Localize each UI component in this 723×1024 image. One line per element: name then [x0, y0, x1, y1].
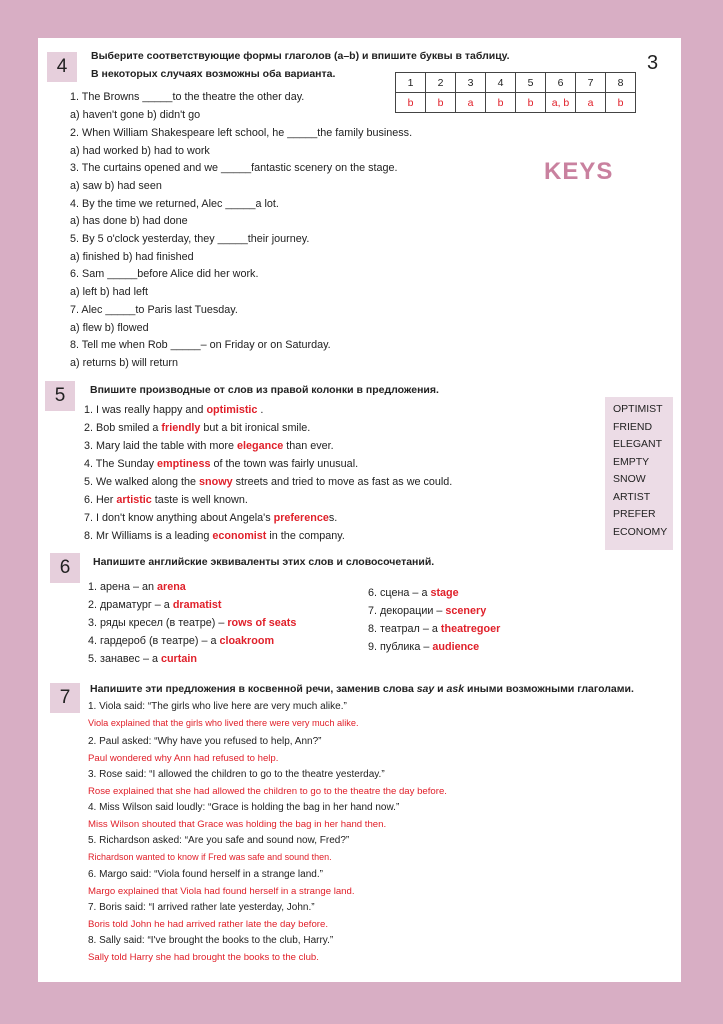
- ex5-item-text: 1. I was really happy and: [84, 404, 207, 416]
- ex7-question: 7. Boris said: “I arrived rather late yesterday, John.”: [88, 902, 315, 913]
- exercise-4-number: 4: [47, 52, 77, 82]
- exercise-4-header-line2: В некоторых случаях возможны оба варианта.: [91, 68, 336, 80]
- ex7-question: 4. Miss Wilson said loudly: “Grace is holding the bag in her hand now.”: [88, 802, 400, 813]
- ex5-answer: friendly: [161, 422, 201, 434]
- ex5-item-text: but a bit ironical smile.: [200, 422, 311, 434]
- word-bank-item: ELEGANT: [613, 438, 663, 450]
- ex5-item: [84, 530, 345, 542]
- ex5-item: [84, 458, 358, 470]
- ex4-line: a) haven't gone b) didn't go: [70, 109, 201, 121]
- answer-table-head-cell: 1: [396, 73, 426, 93]
- ex7-header-ask: ask: [446, 683, 465, 695]
- word-bank-item: FRIEND: [613, 421, 653, 433]
- ex7-answer: Paul wondered why Ann had refused to help.: [88, 753, 279, 764]
- answer-table-head-cell: 5: [516, 73, 546, 93]
- word-bank-item: PREFER: [613, 508, 656, 520]
- ex7-header-text: и: [434, 683, 447, 695]
- ex7-header-text: иными возможными глаголами.: [464, 683, 634, 695]
- ex6-item-text: 1. арена – an: [88, 581, 157, 593]
- ex5-item-text: 5. We walked along the: [84, 476, 200, 488]
- ex5-item-text: 4. The Sunday: [84, 458, 158, 470]
- word-bank-item: SNOW: [613, 473, 646, 485]
- ex4-line: 1. The Browns _____to the theatre the other day.: [70, 91, 305, 103]
- answer-table-head-cell: 8: [606, 73, 636, 93]
- ex5-answer: artistic: [116, 494, 152, 506]
- ex5-item-text: of the town was fairly unusual.: [210, 458, 359, 470]
- answer-table-head-cell: 2: [426, 73, 456, 93]
- ex5-item-text: 6. Her: [84, 494, 117, 506]
- ex4-line: a) finished b) had finished: [70, 251, 194, 263]
- ex4-line: 3. The curtains opened and we _____fantastic scenery on the stage.: [70, 162, 398, 174]
- ex5-item-text: 2. Bob smiled a: [84, 422, 162, 434]
- ex4-line: a) has done b) had done: [70, 215, 188, 227]
- ex4-line: 5. By 5 o'clock yesterday, they _____their journey.: [70, 233, 310, 245]
- exercise-5-header: Впишите производные от слов из правой колонки в предложения.: [90, 384, 439, 396]
- word-bank-item: ECONOMY: [613, 526, 668, 538]
- answer-table-answer-cell: a, b: [546, 93, 576, 113]
- answer-table-answer-cell: b: [516, 93, 546, 113]
- ex6-answer: audience: [432, 641, 480, 653]
- answer-table-answer-cell: a: [576, 93, 606, 113]
- ex5-answer: emptiness: [157, 458, 211, 470]
- ex6-answer: rows of seats: [227, 617, 297, 629]
- ex5-answer: economist: [212, 530, 267, 542]
- ex6-answer: scenery: [445, 605, 487, 617]
- ex6-item-text: 9. публика –: [368, 641, 433, 653]
- ex5-item: [84, 440, 334, 452]
- ex6-answer: cloakroom: [219, 635, 275, 647]
- exercise-6-header: Напишите английские эквиваленты этих слов и словосочетаний.: [93, 556, 435, 568]
- ex7-header-say: say: [416, 683, 435, 695]
- ex5-answer: preference: [273, 512, 329, 524]
- ex6-item-text: 4. гардероб (в театре) – a: [88, 635, 220, 647]
- answer-table: [395, 72, 636, 113]
- ex5-item-text: streets and tried to move as fast as we could.: [232, 476, 453, 488]
- ex6-left-item: [88, 653, 197, 665]
- word-bank-item: ARTIST: [613, 491, 651, 503]
- ex5-item-text: taste is well known.: [151, 494, 248, 506]
- ex6-answer: dramatist: [172, 599, 222, 611]
- ex6-item-text: 2. драматург – a: [88, 599, 173, 611]
- answer-table-answer-cell: a: [456, 93, 486, 113]
- exercise-5-number: 5: [45, 381, 75, 411]
- ex6-item-text: 8. театрал – a: [368, 623, 441, 635]
- page-number: 3: [647, 52, 659, 74]
- word-bank: [605, 397, 673, 550]
- ex7-question: 3. Rose said: “I allowed the children to go to the theatre yesterday.”: [88, 769, 385, 780]
- ex6-item-text: 3. ряды кресел (в театре) –: [88, 617, 228, 629]
- ex7-question: 1. Viola said: “The girls who live here are very much alike.”: [88, 701, 347, 712]
- answer-table-answer-cell: b: [486, 93, 516, 113]
- ex6-left-item: [88, 581, 186, 593]
- ex6-right-item: [368, 587, 459, 599]
- ex6-answer: arena: [157, 581, 186, 593]
- ex6-answer: theatregoer: [440, 623, 501, 635]
- ex4-line: a) had worked b) had to work: [70, 145, 210, 157]
- ex6-answer: curtain: [160, 653, 197, 665]
- ex7-question: 2. Paul asked: “Why have you refused to help, Ann?”: [88, 736, 322, 747]
- keys-label: KEYS: [544, 158, 614, 185]
- ex6-answer: stage: [430, 587, 459, 599]
- ex6-left-item: [88, 617, 296, 629]
- ex5-answer: snowy: [199, 476, 233, 488]
- ex6-right-item: [368, 605, 486, 617]
- answer-table-head-cell: 3: [456, 73, 486, 93]
- ex7-question: 8. Sally said: “I've brought the books to the club, Harry.”: [88, 935, 334, 946]
- ex5-item-text: 8. Mr Williams is a leading: [84, 530, 213, 542]
- answer-table-answer-row: [396, 93, 636, 113]
- exercise-4-header-line1: Выберите соответствующие формы глаголов (a–b) и впишите буквы в таблицу.: [91, 50, 510, 62]
- ex5-item-text: in the company.: [266, 530, 345, 542]
- ex4-line: 2. When William Shakespeare left school, he _____the family business.: [70, 127, 413, 139]
- ex4-line: a) saw b) had seen: [70, 180, 162, 192]
- exercise-7-header: [90, 683, 634, 695]
- worksheet-page: [38, 38, 681, 982]
- ex4-line: a) left b) had left: [70, 286, 149, 298]
- ex5-item: [84, 422, 310, 434]
- ex5-item: [84, 512, 337, 524]
- answer-table-head-cell: 6: [546, 73, 576, 93]
- ex4-line: 8. Tell me when Rob _____– on Friday or on Saturday.: [70, 339, 331, 351]
- answer-table-head-cell: 4: [486, 73, 516, 93]
- ex6-item-text: 7. декорации –: [368, 605, 446, 617]
- ex6-left-item: [88, 635, 274, 647]
- ex6-right-item: [368, 641, 479, 653]
- ex5-item-text: than ever.: [283, 440, 334, 452]
- ex7-answer: Miss Wilson shouted that Grace was holding the bag in her hand then.: [88, 819, 387, 830]
- ex5-item: [84, 494, 248, 506]
- ex6-right-item: [368, 623, 500, 635]
- ex7-question: 5. Richardson asked: “Are you safe and sound now, Fred?”: [88, 835, 350, 846]
- ex7-answer: Boris told John he had arrived rather late the day before.: [88, 919, 328, 930]
- answer-table-answer-cell: b: [396, 93, 426, 113]
- ex6-item-text: 6. сцена – a: [368, 587, 431, 599]
- ex5-answer: optimistic: [206, 404, 258, 416]
- answer-table-head-row: [396, 73, 636, 93]
- ex5-answer: elegance: [237, 440, 284, 452]
- ex5-item-text: s.: [328, 512, 338, 524]
- ex7-answer: Sally told Harry she had brought the books to the club.: [88, 952, 319, 963]
- ex6-item-text: 5. занавес – a: [88, 653, 161, 665]
- ex4-line: 7. Alec _____to Paris last Tuesday.: [70, 304, 238, 316]
- ex4-line: a) flew b) flowed: [70, 322, 149, 334]
- ex7-answer: Viola explained that the girls who lived there were very much alike.: [88, 718, 359, 728]
- word-bank-item: OPTIMIST: [613, 403, 663, 415]
- ex5-item-text: 3. Mary laid the table with more: [84, 440, 238, 452]
- ex7-answer: Rose explained that she had allowed the children to go to the theatre the day before.: [88, 786, 447, 797]
- ex7-answer: Richardson wanted to know if Fred was safe and sound then.: [88, 852, 332, 862]
- answer-table-answer-cell: b: [606, 93, 636, 113]
- ex6-left-item: [88, 599, 221, 611]
- ex5-item: [84, 476, 452, 488]
- ex5-item-text: .: [257, 404, 264, 416]
- ex4-line: 6. Sam _____before Alice did her work.: [70, 268, 259, 280]
- ex4-line: a) returns b) will return: [70, 357, 179, 369]
- answer-table-answer-cell: b: [426, 93, 456, 113]
- ex7-question: 6. Margo said: “Viola found herself in a strange land.”: [88, 869, 323, 880]
- ex7-answer: Margo explained that Viola had found herself in a strange land.: [88, 886, 355, 897]
- exercise-7-number: 7: [50, 683, 80, 713]
- ex4-line: 4. By the time we returned, Alec _____a lot.: [70, 198, 279, 210]
- ex5-item-text: 7. I don't know anything about Angela's: [84, 512, 274, 524]
- exercise-6-number: 6: [50, 553, 80, 583]
- answer-table-head-cell: 7: [576, 73, 606, 93]
- word-bank-item: EMPTY: [613, 456, 650, 468]
- ex7-header-text: Напишите эти предложения в косвенной речи, заменив слова: [90, 683, 417, 695]
- ex5-item: [84, 404, 263, 416]
